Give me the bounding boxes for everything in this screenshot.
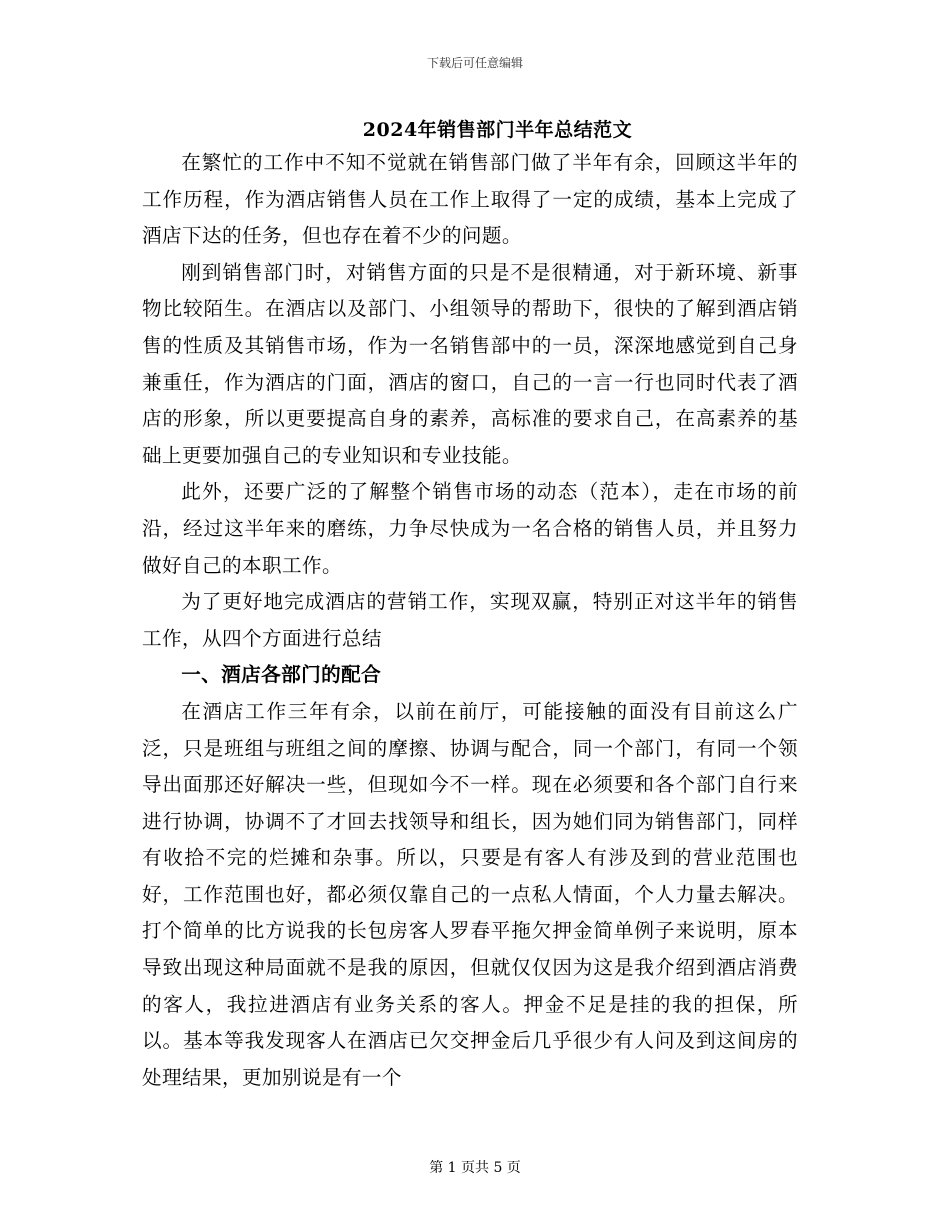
paragraph: 刚到销售部门时，对销售方面的只是不是很精通，对于新环境、新事物比较陌生。在酒店以及部门、小组领导的帮助下，很快的了解到酒店销售的性质及其销售市场，作为一名销售部中的一员，深深地感觉到自己身兼重任，作为酒店的门面，酒店的窗口，自己的一言一行也同时代表了酒店的形象，所以更要提高自身的素养，高标准的要求自己，在高素养的基础上更要加强自己的专业知识和专业技能。 xyxy=(142,260,798,467)
paragraph: 在酒店工作三年有余，以前在前厅，可能接触的面没有目前这么广泛，只是班组与班组之间的摩擦、协调与配合，同一个部门，有同一个领导出面那还好解决一些，但现如今不一样。现在必须要和各个部门自行来进行协调，协调不了才回去找领导和组长，因为她们同为销售部门，同样有收拾不完的烂摊和杂事。所以，只要是有客人有涉及到的营业范围也好，工作范围也好，都必须仅靠自己的一点私人情面，个人力量去解决。打个简单的比方说我的长包房客人罗春平拖欠押金简单例子来说明，原本导致出现这种局面就不是我的原因，但就仅仅因为这是我介绍到酒店消费的客人，我拉进酒店有业务关系的客人。押金不足是挂的我的担保，所以。基本等我发现客人在酒店已欠交押金后几乎很少有人问及到这间房的处理结果，更加别说是有一个 xyxy=(142,699,798,1089)
paragraph: 为了更好地完成酒店的营销工作，实现双赢，特别正对这半年的销售工作，从四个方面进行总结 xyxy=(142,590,798,650)
page-footer: 第 1 页共 5 页 xyxy=(429,1160,521,1176)
document-body xyxy=(142,145,798,1096)
paragraph: 在繁忙的工作中不知不觉就在销售部门做了半年有余，回顾这半年的工作历程，作为酒店销售人员在工作上取得了一定的成绩，基本上完成了酒店下达的任务，但也存在着不少的问题。 xyxy=(142,151,798,248)
document-title: 2024年销售部门半年总结范文 xyxy=(362,119,633,141)
paragraph: 此外，还要广泛的了解整个销售市场的动态（范本），走在市场的前沿，经过这半年来的磨练，力争尽快成为一名合格的销售人员，并且努力做好自己的本职工作。 xyxy=(142,480,798,577)
section-heading: 一、酒店各部门的配合 xyxy=(181,663,382,687)
header-note: 下载后可任意编辑 xyxy=(426,56,523,70)
